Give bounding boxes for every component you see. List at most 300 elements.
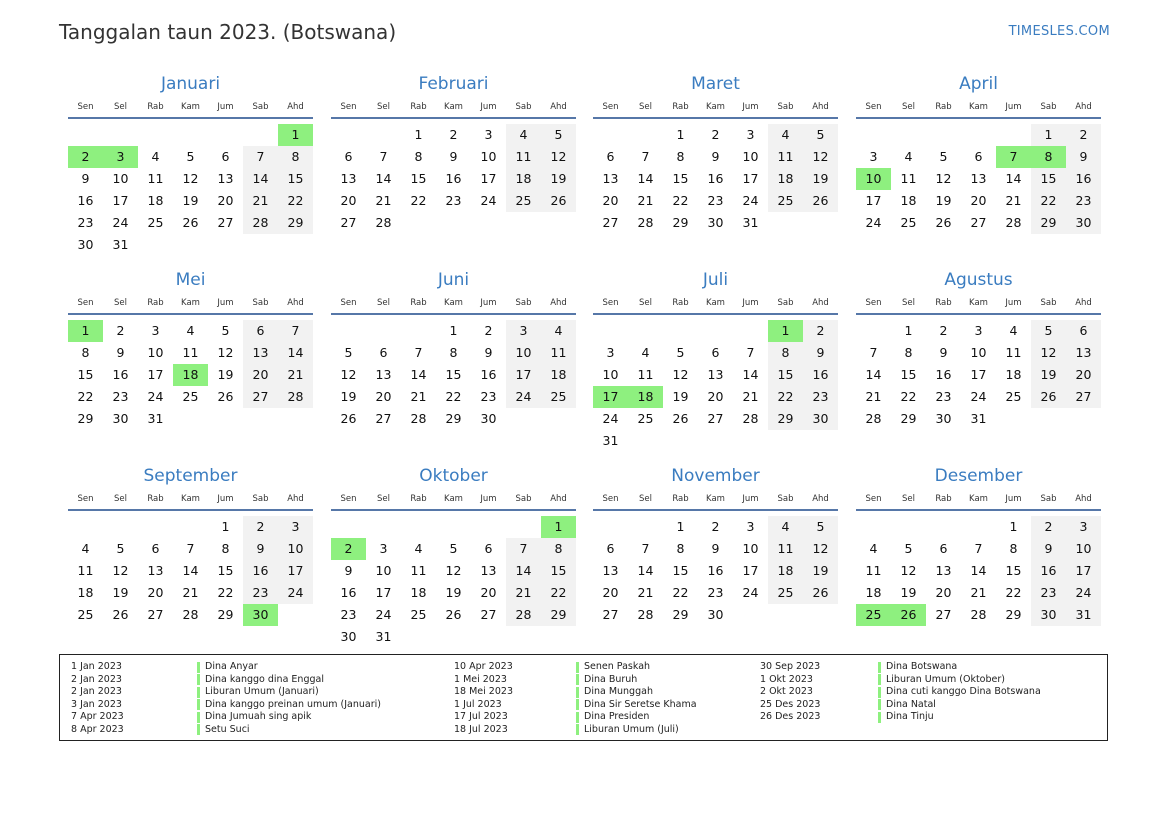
day-cell: 8	[414, 149, 423, 164]
weekday-label: Sab	[252, 494, 269, 504]
month-name: September	[143, 466, 238, 486]
day-cell: 22	[217, 585, 234, 600]
weekday-label: Ahd	[1075, 494, 1092, 504]
legend-holiday-name: Dina Botswana	[886, 661, 958, 672]
weekday-header	[331, 494, 576, 506]
day-cell: 3	[278, 516, 313, 538]
holiday-day-cell: 18	[628, 386, 663, 408]
day-cell: 11	[147, 171, 164, 186]
weekday-header	[68, 494, 313, 506]
day-cell: 24	[506, 386, 541, 408]
day-cell: 27	[340, 215, 357, 230]
day-cell: 6	[1066, 320, 1101, 342]
day-cell: 15	[217, 563, 234, 578]
weekday-label: Sen	[602, 494, 619, 504]
day-cell: 17	[970, 367, 987, 382]
weekday-label: Ahd	[1075, 298, 1092, 308]
weekday-label: Sel	[114, 102, 127, 112]
day-cell: 28	[243, 212, 278, 234]
legend-color-marker	[576, 662, 579, 673]
weekday-label: Sen	[602, 298, 619, 308]
weekday-label: Sen	[865, 494, 882, 504]
weekday-label: Sab	[515, 494, 532, 504]
day-cell: 22	[445, 389, 462, 404]
day-cell: 3	[974, 323, 983, 338]
day-cell: 7	[278, 320, 313, 342]
weekday-label: Kam	[706, 102, 725, 112]
day-cell: 8	[541, 538, 576, 560]
day-cell: 8	[81, 345, 90, 360]
legend-holiday-name: Liburan Umum (Oktober)	[886, 673, 1005, 685]
day-cell: 28	[970, 607, 987, 622]
day-cell: 30	[1031, 604, 1066, 626]
day-cell: 10	[742, 149, 759, 164]
day-cell: 2	[711, 519, 720, 534]
holiday-legend	[59, 654, 1108, 741]
day-cell: 4	[904, 149, 913, 164]
day-cell: 24	[112, 215, 129, 230]
day-cell: 22	[278, 190, 313, 212]
month-divider	[856, 509, 1101, 511]
day-cell: 17	[742, 563, 759, 578]
day-cell: 26	[217, 389, 234, 404]
legend-date: 2 Jan 2023	[71, 673, 122, 685]
day-cell: 8	[676, 149, 685, 164]
day-cell: 8	[278, 146, 313, 168]
day-cell: 24	[278, 582, 313, 604]
day-cell: 19	[217, 367, 234, 382]
holiday-day-cell: 1	[278, 124, 313, 146]
month-divider	[856, 313, 1101, 315]
day-cell: 20	[243, 364, 278, 386]
month-name: Mei	[175, 270, 206, 290]
day-cell: 9	[116, 345, 125, 360]
legend-date: 1 Mei 2023	[454, 673, 507, 685]
legend-color-marker	[197, 699, 200, 710]
day-cell: 18	[865, 585, 882, 600]
day-cell: 25	[506, 190, 541, 212]
day-cell: 2	[449, 127, 458, 142]
day-cell: 25	[900, 215, 917, 230]
month-name: April	[959, 74, 998, 94]
day-cell: 20	[375, 389, 392, 404]
day-cell: 12	[445, 563, 462, 578]
day-cell: 11	[900, 171, 917, 186]
day-cell: 14	[637, 563, 654, 578]
day-cell: 5	[1031, 320, 1066, 342]
weekday-label: Rab	[147, 298, 164, 308]
day-cell: 4	[541, 320, 576, 342]
holiday-day-cell: 7	[996, 146, 1031, 168]
day-cell: 7	[186, 541, 195, 556]
page-title: Tanggalan taun 2023. (Botswana)	[59, 20, 397, 44]
day-cell: 7	[414, 345, 423, 360]
weekday-label: Jum	[217, 298, 234, 308]
day-cell: 13	[217, 171, 234, 186]
weekday-header	[856, 102, 1101, 114]
legend-date: 10 Apr 2023	[454, 661, 513, 672]
day-cell: 4	[506, 124, 541, 146]
day-cell: 27	[935, 607, 952, 622]
day-cell: 1	[414, 127, 423, 142]
day-cell: 9	[344, 563, 353, 578]
weekday-header	[331, 102, 576, 114]
day-cell: 2	[116, 323, 125, 338]
day-cell: 27	[480, 607, 497, 622]
day-cell: 27	[1066, 386, 1101, 408]
day-cell: 18	[900, 193, 917, 208]
day-cell: 23	[1031, 582, 1066, 604]
weekday-label: Kam	[969, 298, 988, 308]
weekday-label: Jum	[1005, 298, 1022, 308]
holiday-day-cell: 30	[243, 604, 278, 626]
day-cell: 26	[672, 411, 689, 426]
day-cell: 12	[1031, 342, 1066, 364]
day-cell: 6	[606, 149, 615, 164]
day-cell: 5	[116, 541, 125, 556]
day-cell: 26	[803, 582, 838, 604]
weekday-label: Ahd	[550, 298, 567, 308]
day-cell: 16	[707, 563, 724, 578]
day-cell: 14	[182, 563, 199, 578]
day-cell: 13	[480, 563, 497, 578]
month-divider	[593, 509, 838, 511]
weekday-label: Rab	[410, 494, 427, 504]
legend-holiday-name: Dina Presiden	[584, 711, 650, 722]
day-cell: 31	[970, 411, 987, 426]
weekday-label: Ahd	[287, 494, 304, 504]
day-cell: 15	[278, 168, 313, 190]
weekday-header	[68, 102, 313, 114]
day-cell: 31	[602, 433, 619, 448]
legend-date: 2 Jan 2023	[71, 686, 122, 697]
legend-date: 18 Jul 2023	[454, 723, 508, 735]
day-cell: 17	[1066, 560, 1101, 582]
day-cell: 12	[112, 563, 129, 578]
weekday-label: Sel	[377, 102, 390, 112]
day-cell: 21	[182, 585, 199, 600]
day-cell: 18	[768, 168, 803, 190]
day-cell: 5	[904, 541, 913, 556]
day-cell: 10	[970, 345, 987, 360]
weekday-label: Sen	[77, 494, 94, 504]
day-cell: 11	[77, 563, 94, 578]
day-cell: 24	[147, 389, 164, 404]
day-cell: 10	[742, 541, 759, 556]
day-cell: 4	[414, 541, 423, 556]
day-cell: 19	[803, 560, 838, 582]
day-cell: 19	[340, 389, 357, 404]
weekday-label: Rab	[935, 494, 952, 504]
legend-holiday-name: Liburan Umum (Juli)	[584, 723, 679, 735]
day-cell: 5	[186, 149, 195, 164]
day-cell: 25	[768, 582, 803, 604]
month-divider	[68, 313, 313, 315]
day-cell: 24	[1066, 582, 1101, 604]
weekday-label: Kam	[706, 494, 725, 504]
month-divider	[68, 117, 313, 119]
legend-color-marker	[576, 674, 579, 685]
day-cell: 24	[865, 215, 882, 230]
legend-date: 7 Apr 2023	[71, 711, 124, 722]
day-cell: 12	[217, 345, 234, 360]
day-cell: 8	[676, 541, 685, 556]
day-cell: 30	[935, 411, 952, 426]
day-cell: 29	[672, 607, 689, 622]
day-cell: 10	[278, 538, 313, 560]
weekday-label: Kam	[181, 102, 200, 112]
weekday-label: Rab	[672, 298, 689, 308]
weekday-label: Sel	[902, 298, 915, 308]
day-cell: 17	[375, 585, 392, 600]
day-cell: 4	[1009, 323, 1018, 338]
legend-holiday-name: Setu Suci	[205, 723, 250, 735]
weekday-label: Sab	[777, 298, 794, 308]
day-cell: 27	[147, 607, 164, 622]
day-cell: 14	[970, 563, 987, 578]
day-cell: 31	[147, 411, 164, 426]
day-cell: 30	[803, 408, 838, 430]
month-agustus	[856, 270, 1101, 430]
weekday-label: Sab	[777, 494, 794, 504]
day-cell: 5	[803, 124, 838, 146]
weekday-label: Sel	[114, 494, 127, 504]
day-cell: 31	[375, 629, 392, 644]
legend-color-marker	[878, 674, 881, 685]
month-divider	[331, 313, 576, 315]
weekday-label: Rab	[935, 298, 952, 308]
weekday-label: Jum	[217, 494, 234, 504]
day-cell: 17	[147, 367, 164, 382]
day-cell: 27	[970, 215, 987, 230]
month-name: Oktober	[419, 466, 488, 486]
weekday-label: Kam	[444, 102, 463, 112]
day-cell: 22	[672, 193, 689, 208]
day-cell: 18	[410, 585, 427, 600]
weekday-label: Rab	[410, 298, 427, 308]
day-cell: 1	[676, 127, 685, 142]
day-cell: 30	[112, 411, 129, 426]
day-cell: 17	[506, 364, 541, 386]
site-link[interactable]: TIMESLES.COM	[1008, 24, 1110, 39]
day-cell: 5	[803, 516, 838, 538]
day-cell: 21	[865, 389, 882, 404]
day-cell: 22	[1031, 190, 1066, 212]
day-cell: 19	[672, 389, 689, 404]
day-cell: 21	[1005, 193, 1022, 208]
month-name: Januari	[160, 74, 221, 94]
day-cell: 12	[803, 146, 838, 168]
day-cell: 15	[1031, 168, 1066, 190]
day-cell: 9	[1031, 538, 1066, 560]
weekday-header	[593, 102, 838, 114]
day-cell: 24	[375, 607, 392, 622]
day-cell: 30	[340, 629, 357, 644]
day-cell: 10	[480, 149, 497, 164]
day-cell: 25	[410, 607, 427, 622]
day-cell: 4	[151, 149, 160, 164]
day-cell: 2	[711, 127, 720, 142]
month-mei	[68, 270, 313, 430]
day-cell: 16	[803, 364, 838, 386]
day-cell: 14	[410, 367, 427, 382]
weekday-label: Ahd	[1075, 102, 1092, 112]
day-cell: 19	[182, 193, 199, 208]
day-cell: 3	[746, 127, 755, 142]
day-cell: 15	[672, 171, 689, 186]
day-cell: 30	[707, 607, 724, 622]
weekday-label: Jum	[742, 298, 759, 308]
day-cell: 10	[1066, 538, 1101, 560]
day-cell: 21	[506, 582, 541, 604]
legend-date: 1 Jul 2023	[454, 698, 502, 710]
day-cell: 14	[742, 367, 759, 382]
month-name: Agustus	[944, 270, 1013, 290]
legend-date: 2 Okt 2023	[760, 686, 813, 697]
legend-date: 3 Jan 2023	[71, 698, 122, 710]
day-cell: 27	[375, 411, 392, 426]
holiday-day-cell: 2	[68, 146, 103, 168]
day-cell: 30	[1066, 212, 1101, 234]
day-cell: 13	[340, 171, 357, 186]
month-name: Maret	[691, 74, 740, 94]
day-cell: 1	[676, 519, 685, 534]
day-cell: 28	[278, 386, 313, 408]
weekday-label: Rab	[147, 102, 164, 112]
month-name: November	[671, 466, 760, 486]
day-cell: 23	[707, 193, 724, 208]
legend-color-marker	[878, 662, 881, 673]
weekday-label: Rab	[672, 494, 689, 504]
legend-holiday-name: Dina Munggah	[584, 686, 653, 697]
day-cell: 27	[602, 607, 619, 622]
legend-holiday-name: Dina Anyar	[205, 661, 258, 672]
day-cell: 14	[637, 171, 654, 186]
day-cell: 31	[112, 237, 129, 252]
day-cell: 7	[746, 345, 755, 360]
day-cell: 9	[711, 541, 720, 556]
day-cell: 8	[449, 345, 458, 360]
day-cell: 13	[970, 171, 987, 186]
day-cell: 23	[803, 386, 838, 408]
day-cell: 9	[81, 171, 90, 186]
day-cell: 2	[939, 323, 948, 338]
weekday-label: Ahd	[550, 102, 567, 112]
weekday-label: Ahd	[812, 298, 829, 308]
day-cell: 6	[484, 541, 493, 556]
weekday-label: Sab	[252, 102, 269, 112]
day-cell: 3	[484, 127, 493, 142]
legend-color-marker	[197, 662, 200, 673]
legend-color-marker	[197, 724, 200, 735]
day-cell: 14	[375, 171, 392, 186]
day-cell: 25	[541, 386, 576, 408]
legend-color-marker	[197, 712, 200, 723]
weekday-label: Jum	[1005, 494, 1022, 504]
day-cell: 27	[602, 215, 619, 230]
day-cell: 12	[182, 171, 199, 186]
day-cell: 21	[637, 193, 654, 208]
day-cell: 17	[480, 171, 497, 186]
holiday-day-cell: 26	[891, 604, 926, 626]
day-cell: 7	[243, 146, 278, 168]
legend-color-marker	[576, 699, 579, 710]
day-cell: 18	[541, 364, 576, 386]
legend-color-marker	[878, 687, 881, 698]
day-cell: 13	[375, 367, 392, 382]
day-cell: 22	[410, 193, 427, 208]
weekday-label: Ahd	[812, 102, 829, 112]
day-cell: 9	[484, 345, 493, 360]
weekday-header	[68, 298, 313, 310]
day-cell: 20	[147, 585, 164, 600]
weekday-label: Jum	[1005, 102, 1022, 112]
day-cell: 24	[602, 411, 619, 426]
weekday-label: Rab	[935, 102, 952, 112]
day-cell: 26	[182, 215, 199, 230]
legend-date: 25 Des 2023	[760, 698, 821, 710]
day-cell: 23	[445, 193, 462, 208]
holiday-day-cell: 18	[173, 364, 208, 386]
day-cell: 31	[1066, 604, 1101, 626]
weekday-label: Ahd	[812, 494, 829, 504]
day-cell: 21	[278, 364, 313, 386]
day-cell: 20	[217, 193, 234, 208]
day-cell: 22	[77, 389, 94, 404]
legend-holiday-name: Dina Sir Seretse Khama	[584, 698, 697, 710]
day-cell: 17	[865, 193, 882, 208]
day-cell: 26	[445, 607, 462, 622]
day-cell: 21	[637, 585, 654, 600]
day-cell: 23	[340, 607, 357, 622]
day-cell: 13	[602, 563, 619, 578]
weekday-label: Sab	[1040, 102, 1057, 112]
day-cell: 23	[935, 389, 952, 404]
day-cell: 20	[1066, 364, 1101, 386]
month-divider	[68, 509, 313, 511]
day-cell: 10	[375, 563, 392, 578]
weekday-label: Jum	[742, 494, 759, 504]
legend-color-marker	[576, 687, 579, 698]
day-cell: 15	[410, 171, 427, 186]
day-cell: 15	[1005, 563, 1022, 578]
month-divider	[331, 509, 576, 511]
month-juli	[593, 270, 838, 452]
day-cell: 9	[711, 149, 720, 164]
holiday-day-cell: 3	[103, 146, 138, 168]
month-divider	[331, 117, 576, 119]
day-cell: 29	[217, 607, 234, 622]
weekday-label: Rab	[147, 494, 164, 504]
weekday-label: Sel	[377, 298, 390, 308]
weekday-label: Sen	[865, 102, 882, 112]
day-cell: 19	[803, 168, 838, 190]
weekday-label: Kam	[444, 298, 463, 308]
day-cell: 26	[803, 190, 838, 212]
day-cell: 8	[221, 541, 230, 556]
day-cell: 16	[707, 171, 724, 186]
weekday-label: Sab	[515, 102, 532, 112]
day-cell: 12	[935, 171, 952, 186]
day-cell: 26	[1031, 386, 1066, 408]
day-cell: 2	[243, 516, 278, 538]
day-cell: 29	[672, 215, 689, 230]
weekday-header	[593, 494, 838, 506]
day-cell: 29	[278, 212, 313, 234]
day-cell: 4	[869, 541, 878, 556]
day-cell: 28	[182, 607, 199, 622]
day-cell: 20	[480, 585, 497, 600]
